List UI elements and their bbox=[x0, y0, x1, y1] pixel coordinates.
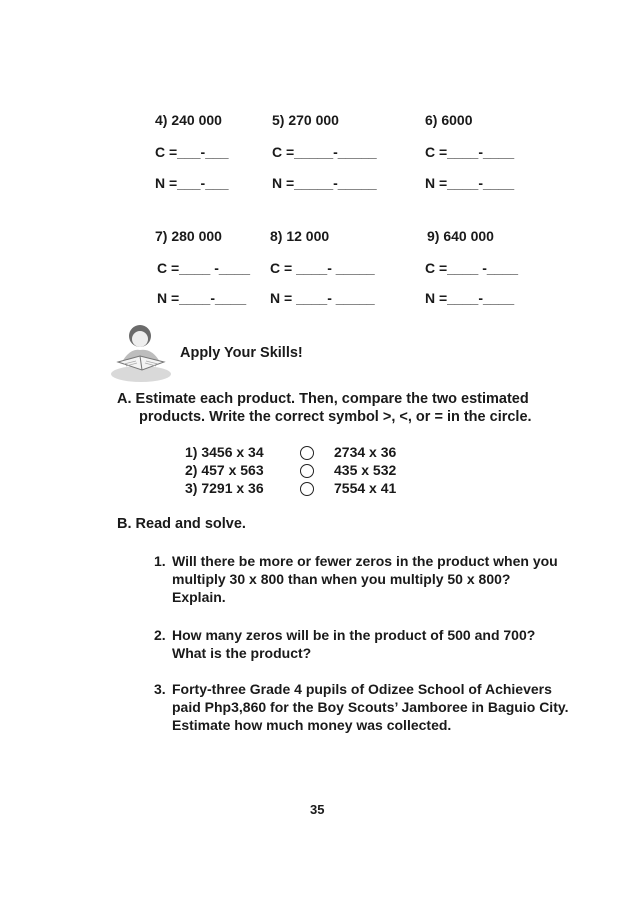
reading-child-icon bbox=[108, 318, 174, 384]
nearest-line: N =___-___ bbox=[155, 175, 229, 191]
item-label: 7) 280 000 bbox=[155, 228, 222, 244]
nearest-line: N = ____- _____ bbox=[270, 290, 375, 306]
compatible-line: C =____ -____ bbox=[157, 260, 251, 276]
problem-line: What is the product? bbox=[172, 645, 312, 661]
problem-line: Forty-three Grade 4 pupils of Odizee School of Achievers bbox=[172, 681, 552, 697]
part-a-instruction-line2: products. Write the correct symbol >, <, or = in the circle. bbox=[139, 409, 532, 425]
part-a-instruction-line1: A. Estimate each product. Then, compare the two estimated bbox=[117, 391, 529, 407]
left-expression: 3) 7291 x 36 bbox=[185, 480, 264, 496]
nearest-line: N =____-____ bbox=[425, 175, 515, 191]
nearest-line: N =____-____ bbox=[425, 290, 515, 306]
compatible-line: C =___-___ bbox=[155, 144, 229, 160]
page-number: 35 bbox=[310, 802, 325, 817]
nearest-line: N =_____-_____ bbox=[272, 175, 377, 191]
compatible-line: C =____ -____ bbox=[425, 260, 519, 276]
part-b-heading: B. Read and solve. bbox=[117, 516, 246, 532]
item-label: 4) 240 000 bbox=[155, 112, 222, 128]
item-label: 5) 270 000 bbox=[272, 112, 339, 128]
compatible-line: C =_____-_____ bbox=[272, 144, 377, 160]
nearest-line: N =____-____ bbox=[157, 290, 247, 306]
answer-circle[interactable] bbox=[300, 482, 314, 496]
problem-line: How many zeros will be in the product of 500 and 700? bbox=[172, 627, 536, 643]
compatible-line: C =____-____ bbox=[425, 144, 515, 160]
problem-number: 1. bbox=[154, 553, 166, 569]
problem-line: Estimate how much money was collected. bbox=[172, 717, 452, 733]
right-expression: 7554 x 41 bbox=[334, 480, 397, 496]
left-expression: 2) 457 x 563 bbox=[185, 462, 264, 478]
problem-number: 3. bbox=[154, 681, 166, 697]
compatible-line: C = ____- _____ bbox=[270, 260, 375, 276]
problem-line: multiply 30 x 800 than when you multiply 50 x 800? bbox=[172, 571, 511, 587]
right-expression: 435 x 532 bbox=[334, 462, 397, 478]
section-title: Apply Your Skills! bbox=[180, 345, 303, 361]
left-expression: 1) 3456 x 34 bbox=[185, 444, 264, 460]
problem-line: Will there be more or fewer zeros in the product when you bbox=[172, 553, 558, 569]
item-label: 9) 640 000 bbox=[427, 228, 494, 244]
problem-line: Explain. bbox=[172, 589, 226, 605]
problem-line: paid Php3,860 for the Boy Scouts’ Jamboree in Baguio City. bbox=[172, 699, 569, 715]
answer-circle[interactable] bbox=[300, 446, 314, 460]
problem-number: 2. bbox=[154, 627, 166, 643]
answer-circle[interactable] bbox=[300, 464, 314, 478]
item-label: 6) 6000 bbox=[425, 112, 473, 128]
right-expression: 2734 x 36 bbox=[334, 444, 397, 460]
item-label: 8) 12 000 bbox=[270, 228, 330, 244]
